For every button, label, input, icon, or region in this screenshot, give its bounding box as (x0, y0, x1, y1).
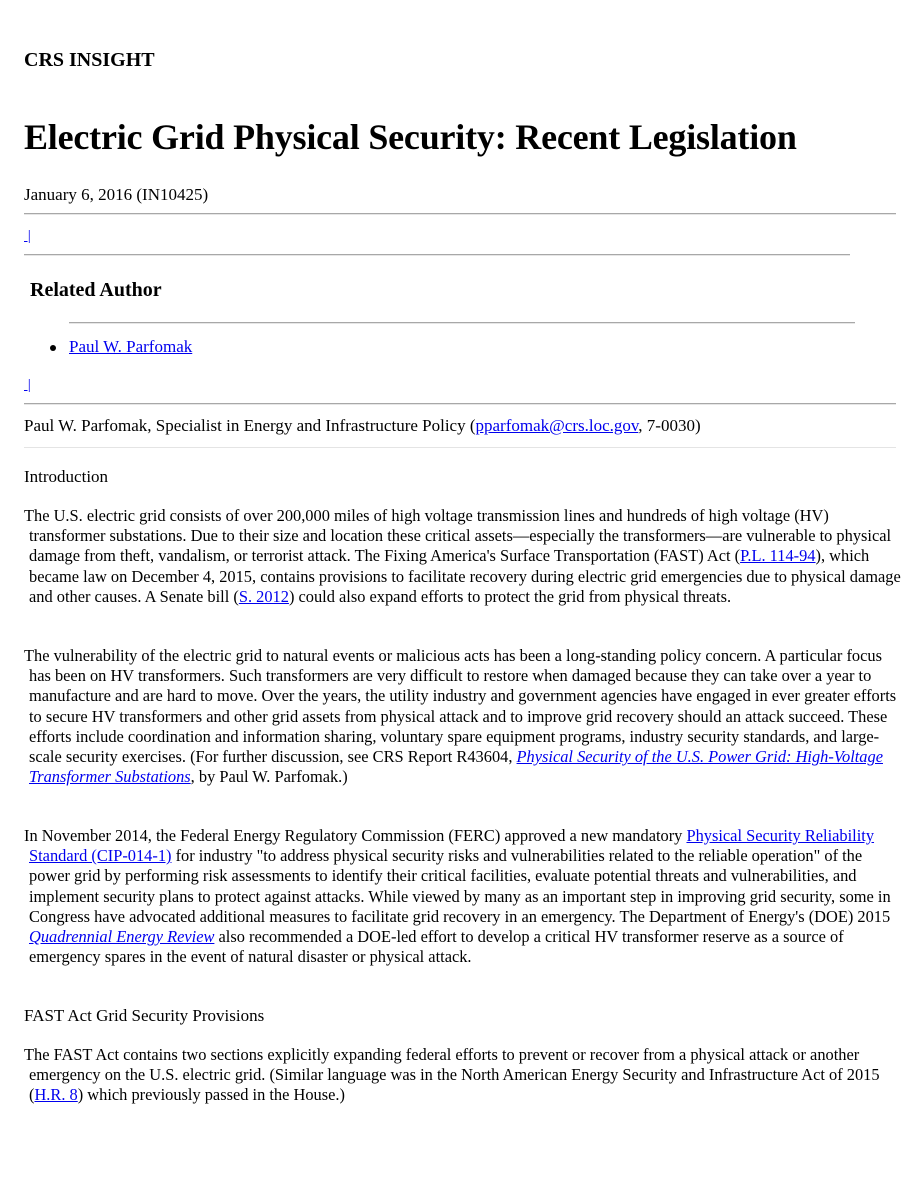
related-author-heading: Related Author (30, 279, 162, 301)
list-item (50, 337, 192, 357)
section-heading-introduction: Introduction (24, 467, 109, 486)
related-author-list (50, 337, 192, 357)
law-link[interactable]: P.L. 114-94 (740, 546, 816, 566)
paragraph (24, 1045, 901, 1106)
paragraph-text: ), which became law on December 4, 2015, contains provisions to facilitate recovery during electric grid emergencies due to physical damage and other causes. A Senate bill ( (29, 546, 901, 606)
divider (24, 254, 850, 256)
bill-link[interactable]: H.R. 8 (34, 1085, 78, 1105)
email-link[interactable]: pparfomak@crs.loc.gov (475, 416, 639, 435)
divider (69, 322, 855, 324)
paragraph-text: ) which previously passed in the House.) (77, 1085, 345, 1105)
paragraph-text: ) could also expand efforts to protect the grid from physical threats. (288, 586, 732, 606)
paragraph-text: , by Paul W. Parfomak.) (190, 767, 348, 787)
paragraph-text: The U.S. electric grid consists of over 200,000 miles of high voltage transmission lines and hundreds of high voltage (HV) transformer substations. Due to their size and location these critical assets—especially the transformers—are vulnerable to physical damage from theft, vandalism, or terrorist attack. The Fixing America's Surface Transportation (FAST) Act ( (24, 506, 892, 566)
author-byline (24, 416, 701, 436)
author-link[interactable]: Paul W. Parfomak (69, 337, 193, 356)
paragraph (24, 506, 901, 607)
paragraph (24, 826, 901, 967)
section-heading-fast-act: FAST Act Grid Security Provisions (24, 1006, 265, 1025)
spacer-link[interactable]: | (24, 228, 31, 244)
spacer-link[interactable]: | (24, 377, 31, 393)
publication-date: January 6, 2016 (IN10425) (24, 185, 209, 204)
paragraph-text: for industry "to address physical security risks and vulnerabilities related to the reliable operation" of the power grid by performing risk assessments to identify their critical facilities, evaluate potential threats and vulnerabilities, and implement security plans to protect against attacks. While viewed by many as an important step in improving grid security, some in Congress have advocated additional measures to facilitate grid recovery in an emergency. The Department of Energy's (DOE) 2015 (29, 846, 891, 926)
standard-link[interactable]: Physical Security Reliability Standard (CIP-014-1) (29, 826, 875, 866)
report-kicker: CRS INSIGHT (24, 49, 155, 71)
byline-text: Paul W. Parfomak, Specialist in Energy and Infrastructure Policy ( (24, 416, 476, 435)
paragraph-text: The FAST Act contains two sections explicitly expanding federal efforts to prevent or recover from a physical attack or another emergency on the U.S. electric grid. (Similar language was in the North American Energy Security and Infrastructure Act of 2015 ( (24, 1045, 880, 1105)
divider (24, 213, 896, 215)
paragraph-text: The vulnerability of the electric grid to natural events or malicious acts has been a long-standing policy concern. A particular focus has been on HV transformers. Such transformers are very difficult to restore when damaged because they can take over a year to manufacture and are hard to move. Over the years, the utility industry and government agencies have engaged in ever greater efforts to secure HV transformers and other grid assets from physical attack and to improve grid recovery should an attack succeed. These efforts include coordination and information sharing, voluntary spare equipment programs, industry security standards, and large-scale security exercises. (For further discussion, see CRS Report R43604, (24, 646, 897, 767)
page-title: Electric Grid Physical Security: Recent Legislation (24, 117, 797, 157)
paragraph (24, 646, 901, 787)
report-link[interactable]: Physical Security of the U.S. Power Grid: High-Voltage Transformer Substations (29, 747, 883, 787)
paragraph-text: In November 2014, the Federal Energy Regulatory Commission (FERC) approved a new mandatory (24, 826, 687, 845)
divider (24, 447, 896, 448)
paragraph-text: also recommended a DOE-led effort to develop a critical HV transformer reserve as a source of emergency spares in the event of natural disaster or physical attack. (29, 927, 844, 967)
bill-link[interactable]: S. 2012 (238, 586, 289, 606)
divider (24, 403, 896, 405)
review-link[interactable]: Quadrennial Energy Review (29, 927, 215, 947)
byline-phone: , 7-0030) (638, 416, 701, 435)
